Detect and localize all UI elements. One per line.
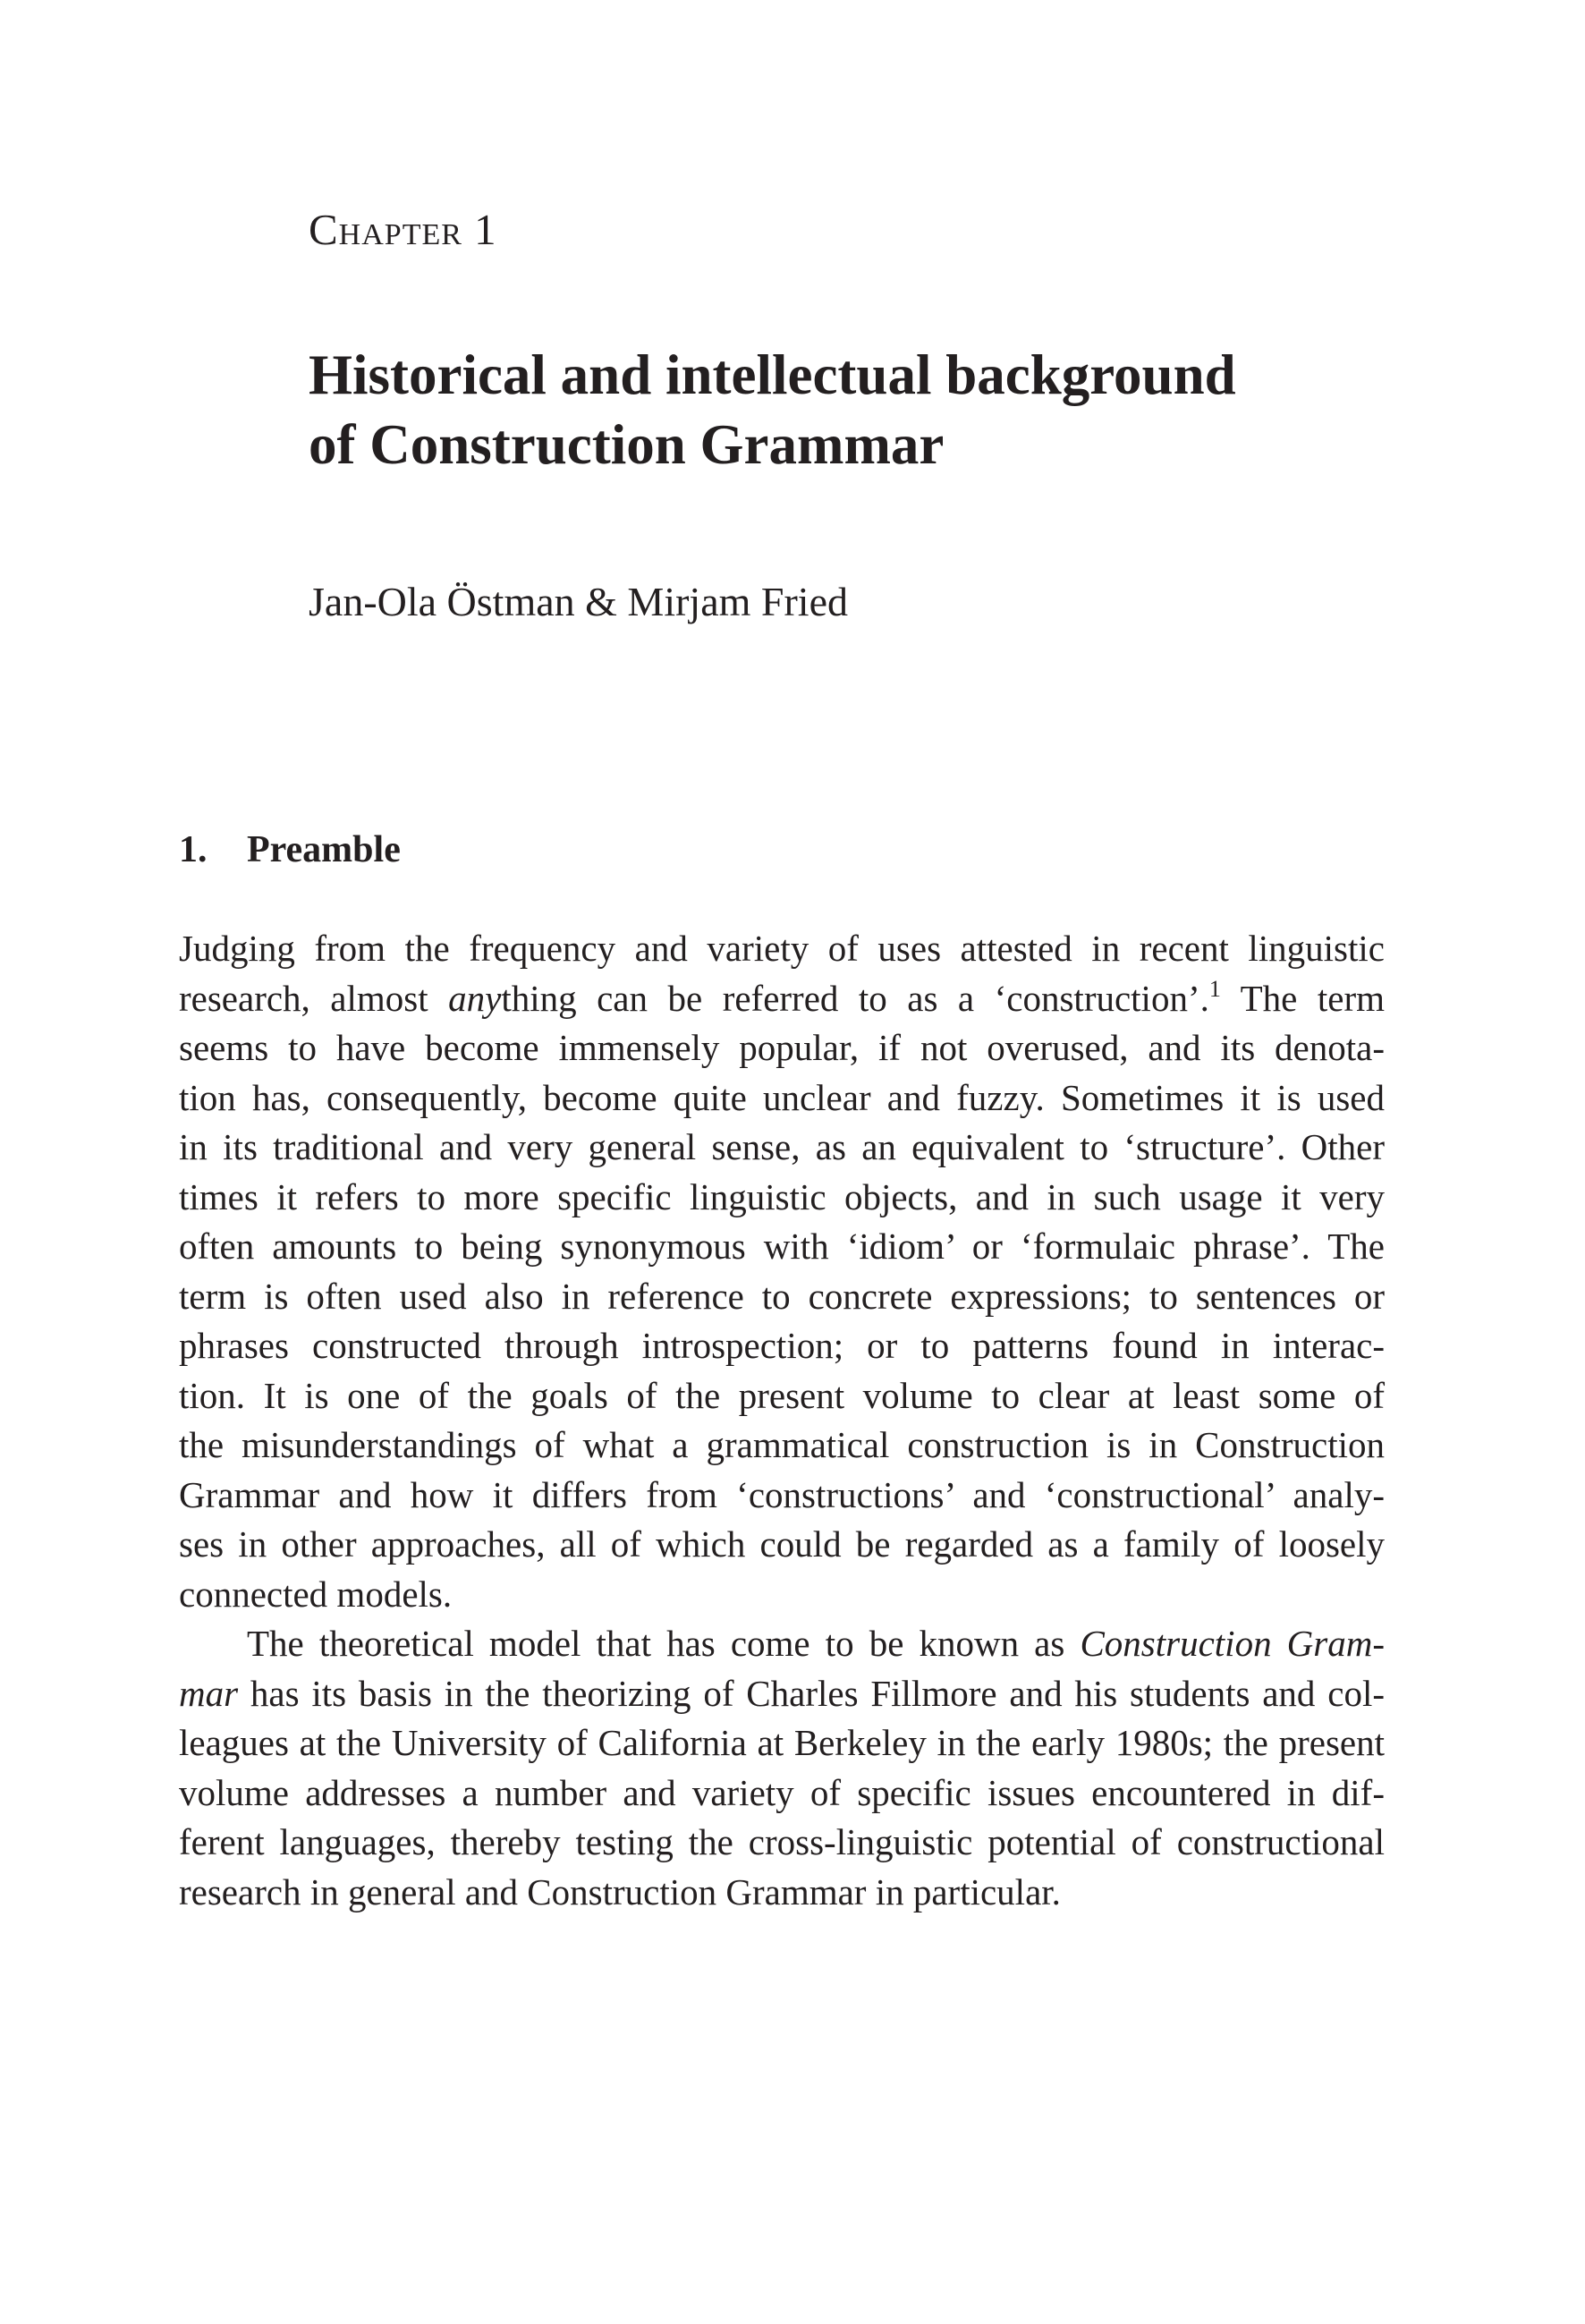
text-line: connected models. xyxy=(179,1573,453,1615)
text-line: tion. It is one of the goals of the present volume to clear at least some of xyxy=(179,1374,1385,1416)
text-line: Judging from the frequency and variety of uses attested in recent linguistic xyxy=(179,928,1385,969)
text-line: often amounts to being synonymous with ‘idiom’ or ‘formulaic phrase’. The xyxy=(179,1226,1385,1267)
text-line: seems to have become immensely popular, if not overused, and its denota- xyxy=(179,1027,1385,1068)
text-line: tion has, consequently, become quite unclear and fuzzy. Sometimes it is used xyxy=(179,1076,1385,1118)
section-title: Preamble xyxy=(247,829,401,870)
text-line: times it refers to more specific linguistic objects, and in such usage it very xyxy=(179,1175,1385,1217)
text-line: Grammar and how it differs from ‘constructions’ and ‘constructional’ analy- xyxy=(179,1473,1385,1515)
section-number: 1. xyxy=(179,829,208,870)
text-line: ferent languages, thereby testing the cross-linguistic potential of constructional xyxy=(179,1821,1385,1862)
emphasis-text: mar xyxy=(179,1672,239,1714)
emphasis-text: Construction Gram- xyxy=(1080,1623,1385,1664)
chapter-label: Chapter 1 xyxy=(309,205,497,254)
text-line: phrases constructed through introspection; or to patterns found in interac- xyxy=(179,1325,1385,1366)
text-line: in its traditional and very general sense, as an equivalent to ‘structure’. Other xyxy=(179,1126,1385,1167)
footnote-marker[interactable]: 1 xyxy=(1208,975,1221,1002)
text-line: leagues at the University of California at Berkeley in the early 1980s; the present xyxy=(179,1722,1385,1763)
paragraph-2 xyxy=(179,1619,1385,1917)
text-line: research, almost anything can be referred to as a ‘construction’.$^1$ The term xyxy=(179,975,1385,1019)
text-line: research in general and Construction Grammar in particular. xyxy=(179,1870,1061,1913)
text-line: The theoretical model that has come to be known as Construction Gram- xyxy=(247,1623,1385,1664)
emphasis-text: any xyxy=(448,977,502,1019)
text-line: term is often used also in reference to concrete expressions; to sentences or xyxy=(179,1275,1385,1317)
chapter-title-line: Historical and intellectual background xyxy=(309,344,1236,406)
text-line: mar has its basis in the theorizing of Charles Fillmore and his students and col- xyxy=(179,1672,1385,1714)
text-line: the misunderstandings of what a grammatical construction is in Construction xyxy=(179,1424,1385,1465)
body-text xyxy=(179,924,1385,1917)
text-line: ses in other approaches, all of which could be regarded as a family of loosely xyxy=(179,1523,1385,1565)
paragraph-1 xyxy=(179,924,1385,1619)
chapter-title-line: of Construction Grammar xyxy=(309,413,945,476)
text-line: volume addresses a number and variety of specific issues encountered in dif- xyxy=(179,1771,1385,1813)
section-heading xyxy=(179,827,401,872)
chapter-title xyxy=(309,340,1427,479)
authors: Jan-Ola Östman & Mirjam Fried xyxy=(309,579,849,624)
